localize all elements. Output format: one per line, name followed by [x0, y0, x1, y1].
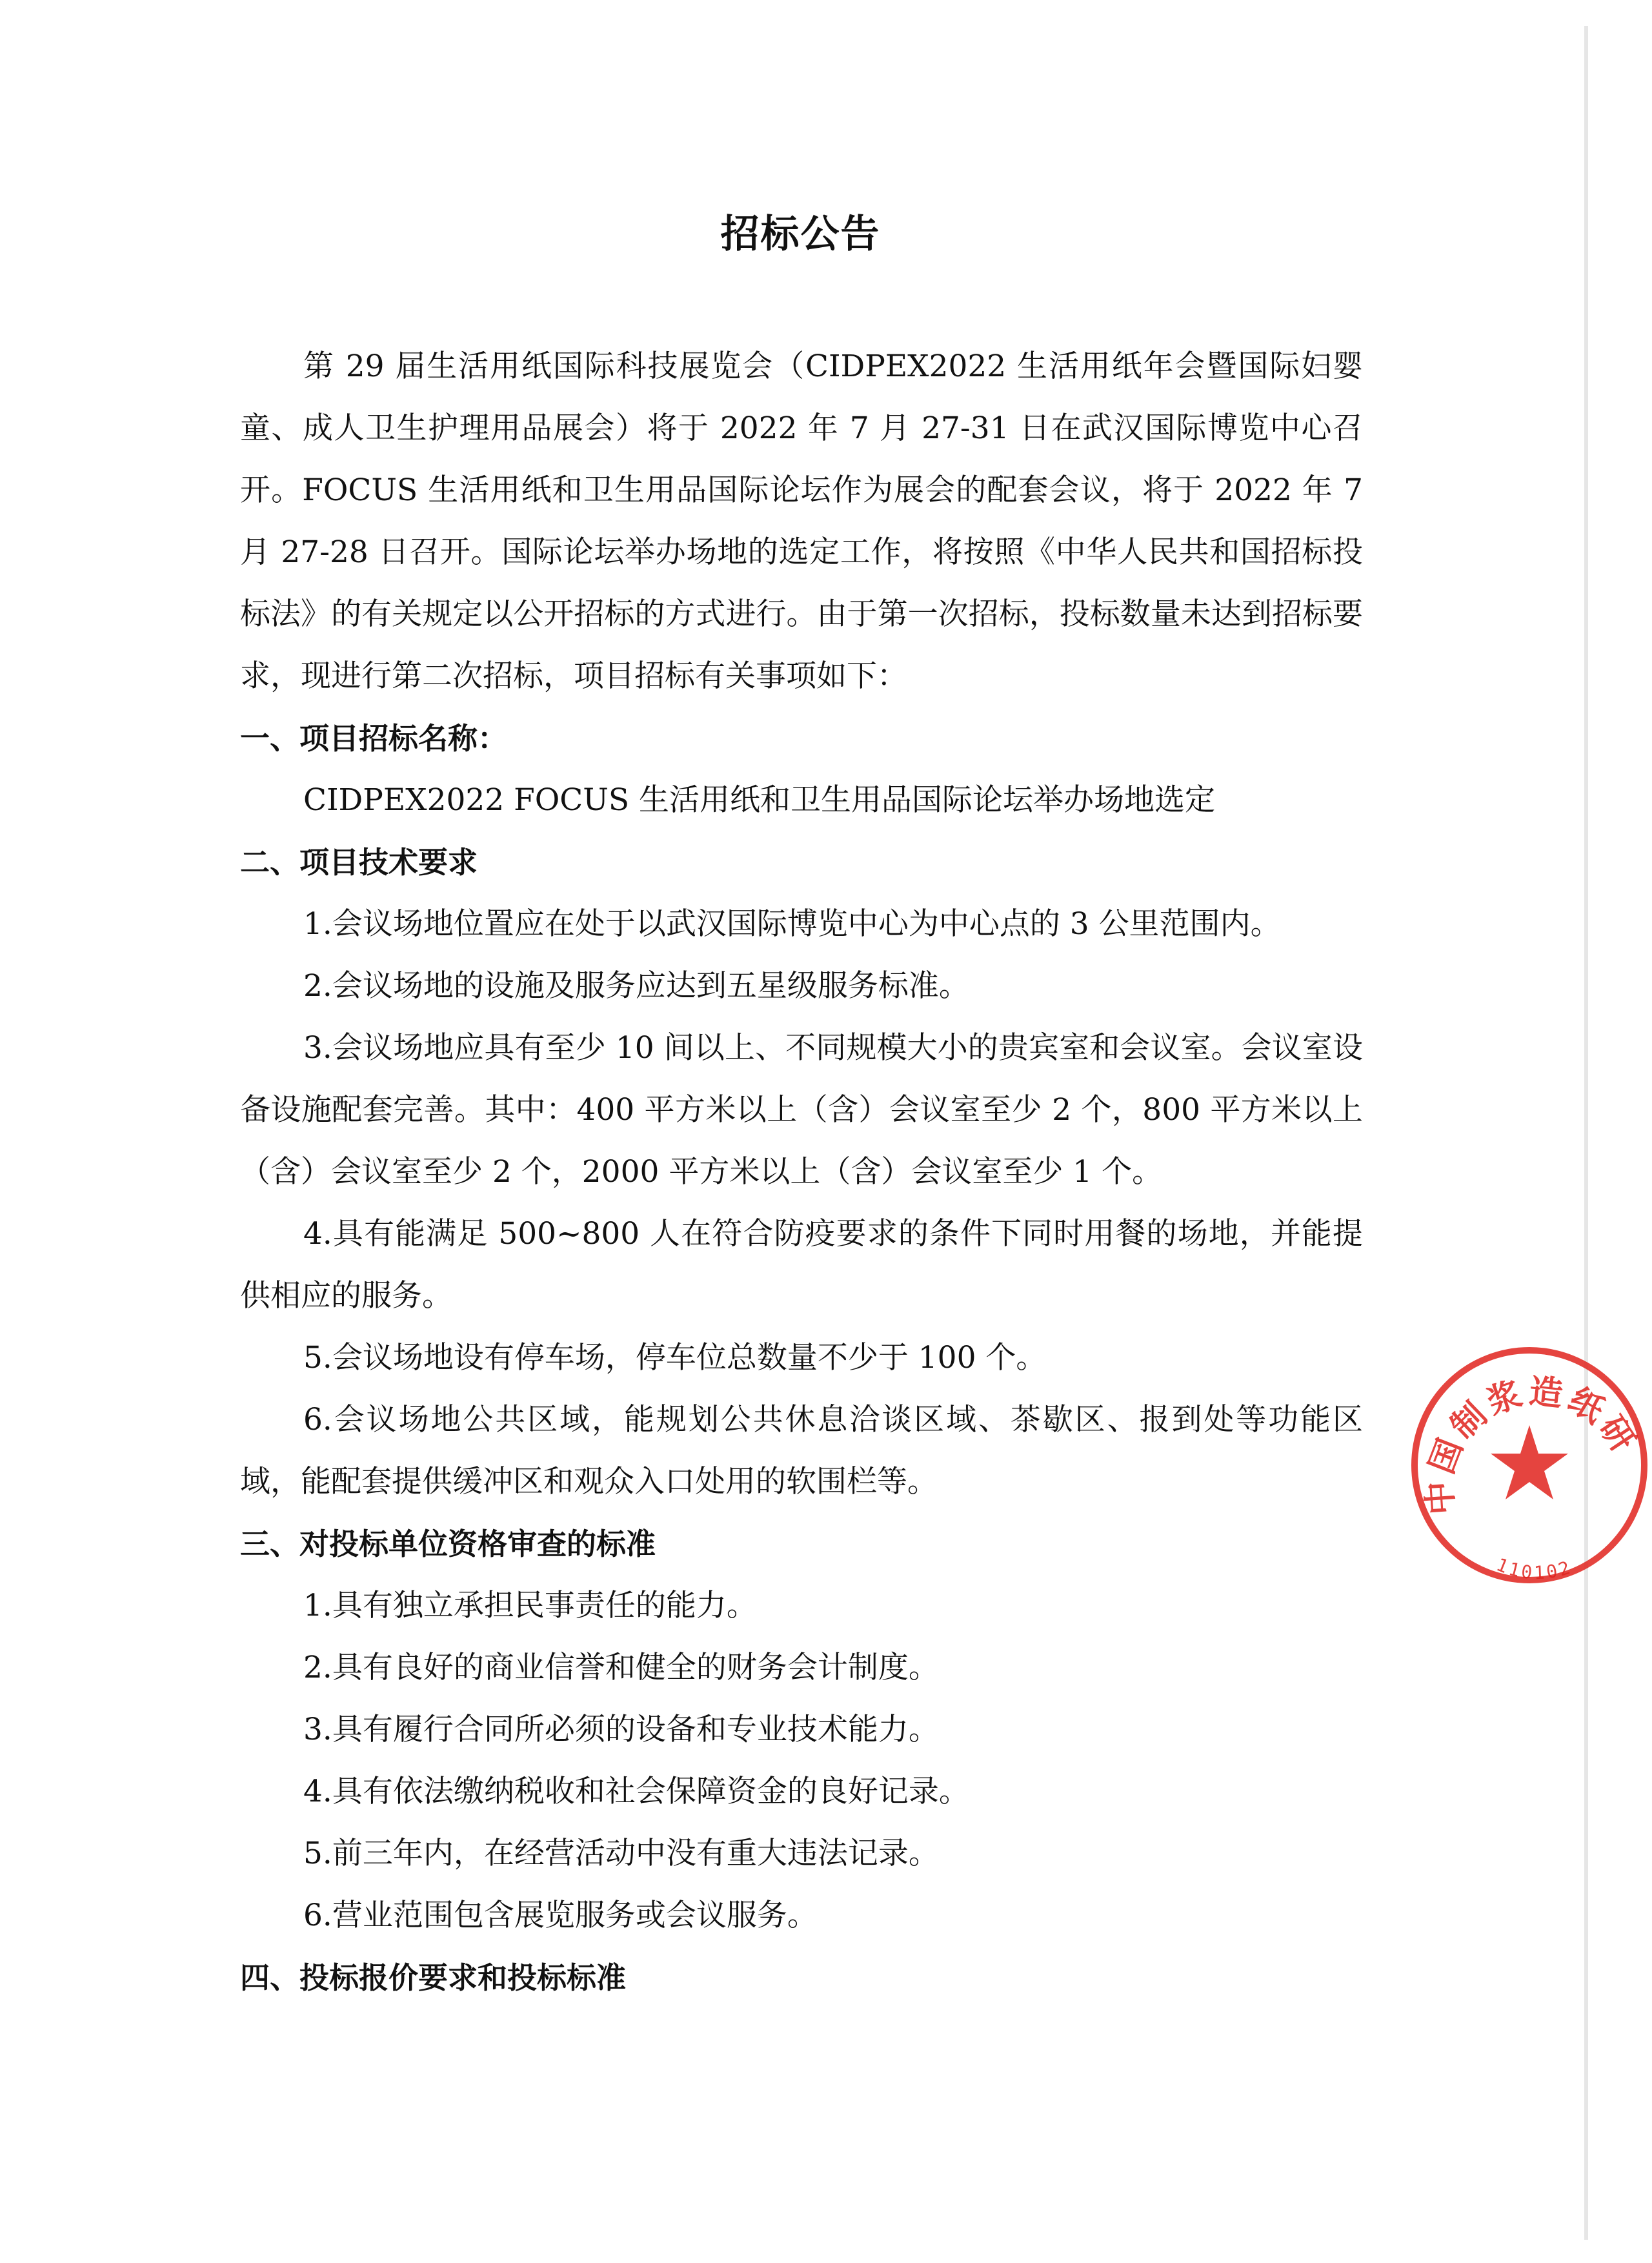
qualification-item: 3.具有履行合同所必须的设备和专业技术能力。	[303, 1712, 939, 1747]
section-3-heading: 三、对投标单位资格审查的标准	[240, 1527, 656, 1561]
section-4	[240, 1947, 1363, 2009]
requirement-item: 3.会议场地应具有至少 10 间以上、不同规模大小的贵宾室和会议室。会议室设备设施配套完善。其中：400 平方米以上（含）会议室至少 2 个，800 平方米以上（含）会议室至少 2 个，2000 平方米以上（含）会议室至少 1 个。	[240, 1030, 1363, 1190]
section-1-content: CIDPEX2022 FOCUS 生活用纸和卫生用品国际论坛举办场地选定	[303, 782, 1216, 818]
intro-paragraph: 第 29 届生活用纸国际科技展览会（CIDPEX2022 生活用纸年会暨国际妇婴童、成人卫生护理用品展会）将于 2022 年 7 月 27-31 日在武汉国际博览中心召开。FOCUS 生活用纸和卫生用品国际论坛作为展会的配套会议，将于 2022 年 7 月 27-28 日召开。国际论坛举办场地的选定工作，将按照《中华人民共和国招标投标法》的有关规定以公开招标的方式进行。由于第一次招标，投标数量未达到招标要求，现进行第二次招标，项目招标有关事项如下：	[240, 349, 1363, 694]
seal-code: 110102	[1493, 1554, 1575, 1584]
official-seal-stamp	[1407, 1343, 1652, 1588]
qualification-item: 1.具有独立承担民事责任的能力。	[303, 1588, 757, 1623]
requirement-item: 5.会议场地设有停车场，停车位总数量不少于 100 个。	[303, 1340, 1047, 1375]
seal-text: 中国制浆造纸研	[1420, 1372, 1645, 1516]
section-1-heading: 一、项目招标名称：	[240, 721, 507, 756]
requirement-item: 4.具有能满足 500~800 人在符合防疫要求的条件下同时用餐的场地，并能提供相应的服务。	[240, 1216, 1363, 1314]
requirement-item: 6.会议场地公共区域，能规划公共休息洽谈区域、茶歇区、报到处等功能区域，能配套提供缓冲区和观众入口处用的软围栏等。	[240, 1402, 1363, 1499]
requirement-item: 2.会议场地的设施及服务应达到五星级服务标准。	[303, 968, 969, 1004]
qualification-item: 6.营业范围包含展览服务或会议服务。	[303, 1898, 818, 1933]
scan-edge-line	[1584, 26, 1588, 2240]
seal-star-icon	[1491, 1425, 1568, 1499]
qualification-item: 4.具有依法缴纳税收和社会保障资金的良好记录。	[303, 1774, 969, 1809]
section-3	[240, 1513, 1363, 1947]
requirement-item: 1.会议场地位置应在处于以武汉国际博览中心为中心点的 3 公里范围内。	[303, 906, 1281, 942]
section-2	[240, 831, 1363, 1513]
section-4-heading: 四、投标报价要求和投标标准	[240, 1960, 626, 1995]
section-1	[240, 707, 1363, 831]
page-title: 招标公告	[720, 212, 881, 257]
qualification-item: 5.前三年内，在经营活动中没有重大违法记录。	[303, 1836, 939, 1871]
section-2-heading: 二、项目技术要求	[240, 845, 478, 880]
qualification-item: 2.具有良好的商业信誉和健全的财务会计制度。	[303, 1650, 939, 1685]
